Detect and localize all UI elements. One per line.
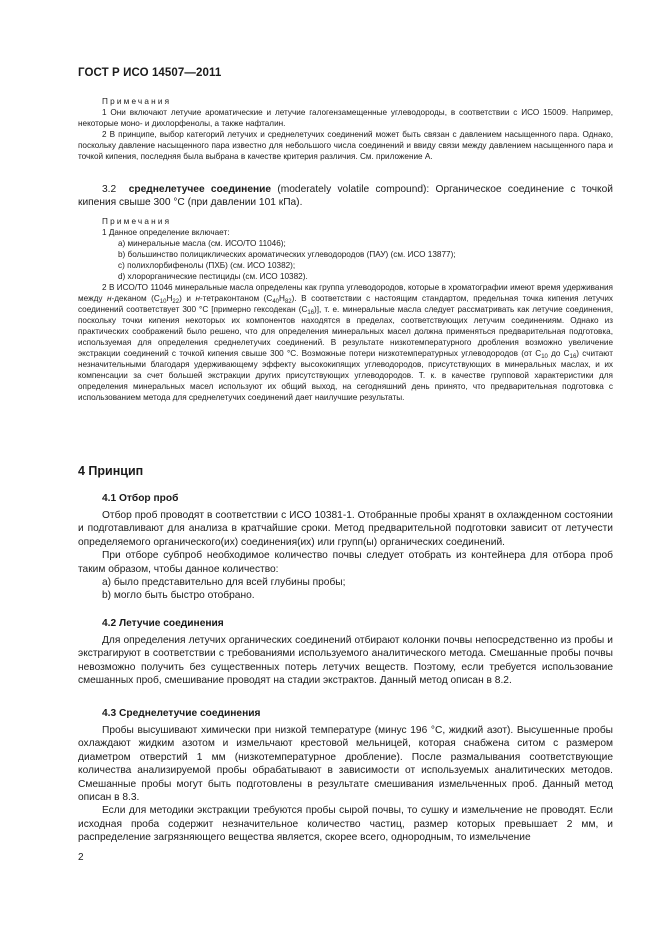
- list-item: c) полихлорбифенолы (ПХБ) (см. ИСО 10382);: [118, 261, 296, 270]
- list-item: a) минеральные масла (см. ИСО/ТО 11046);: [118, 239, 286, 248]
- notes-heading: Примечания: [102, 97, 172, 106]
- document-header: ГОСТ Р ИСО 14507—2011: [78, 67, 222, 79]
- list-item: a) было представительно для всей глубины пробы;: [102, 577, 346, 589]
- subsection-heading-4-2: 4.2 Летучие соединения: [102, 618, 224, 629]
- paragraph: Отбор проб проводят в соответствии с ИСО 10381-1. Отобранные пробы хранят в охлажденном состоянии и подготавливают для анализа в кратчайшие сроки. Метод предварительной подготовки зависит от летучести определяемого органического(их) соединения(их) или групп(ы) органических соединений.: [78, 510, 613, 548]
- subsection-4-3-body: [78, 724, 613, 845]
- notes-heading: Примечания: [102, 217, 172, 226]
- definition-text: (moderately volatile compound): Органическое соединение с точкой кипения свыше 300 °С (при давлении 101 кПа).: [78, 184, 613, 209]
- subsection-4-1-body: [78, 509, 613, 603]
- subsection-heading-4-3: 4.3 Среднелетучие соединения: [102, 708, 261, 719]
- paragraph: При отборе субпроб необходимое количество почвы следует отобрать из контейнера для отбора проб таким образом, чтобы данное количество:: [78, 550, 613, 575]
- paragraph: Если для методики экстракции требуются пробы сырой почвы, то сушку и измельчение не проводят. Если исходная проба содержит незначительное количество частиц, размер которых превышает 2 мм, и распределение загрязняющего вещества является, скорее всего, однородным, то измельчение: [78, 805, 613, 844]
- note-2: 2 В принципе, выбор категорий летучих и среднелетучих соединений может быть связан с давлением насыщенного пара. Однако, поскольку давление насыщенного пара известно для небольшого числа соединений и ввиду связи между давлением насыщенного пара и точкой кипения, последняя была выбрана в качестве критерия различия. См. приложение А.: [78, 130, 613, 161]
- list-item: b) большинство полициклических ароматических углеводородов (ПАУ) (см. ИСО 13877);: [118, 250, 456, 259]
- definition-number: 3.2: [102, 184, 117, 195]
- note-1: 1 Они включают летучие ароматические и летучие галогензамещенные углеводороды, в соответствии с ИСО 15009. Например, некоторые моно- и дихлорфенолы, а также нафталин.: [78, 108, 613, 128]
- notes-block-2: [78, 216, 613, 403]
- list-item: d) хлорорганические пестициды (см. ИСО 10382).: [118, 272, 308, 281]
- subsection-4-2-body: [78, 634, 613, 688]
- list-item: b) могло быть быстро отобрано.: [102, 590, 255, 602]
- note-1: 1 Данное определение включает:: [102, 228, 230, 237]
- paragraph: Для определения летучих органических соединений отбирают колонки почвы непосредственно из пробы и экстрагируют в соответствии с требованиями используемого аналитического метода. Смешанные пробы почвы невозможно получить без существенных потерь летучих веществ. Поэтому, если требуется использование смешанных проб, смешивание проводят на стадии экстрактов. Данный метод описан в 8.2.: [78, 635, 613, 687]
- paragraph: Пробы высушивают химически при низкой температуре (минус 196 °С, жидкий азот). Высушенные пробы охлаждают жидким азотом и измельчают крестовой мельницей, которая снабжена ситом с размером диаметром отверстий 1 мм (низкотемпературное дробление). После размалывания соответствующие количества анализируемой пробы обрабатывают в зависимости от используемых аналитических методов. Смешанные пробы могут быть подготовлены в результате смешивания измельченных проб. Данный метод описан в 8.3.: [78, 725, 613, 804]
- notes-block-1: [78, 96, 613, 162]
- definition-term: среднелетучее соединение: [128, 184, 272, 195]
- note-2: 2 В ИСО/ТО 11046 минеральные масла определены как группа углеводородов, которые в хроматографии имеют время удерживания между н-деканом $(C_{10}H_{22})$ и н-тетраконтаном $(C_{40}H_{82})$. В соответствии с настоящим стандартом, предельная точка кипения летучих соединений соответствует 300 °С [примерно гексодекан $(C_{16})$], т. е. минеральные масла следует рассматривать как летучие соединения, поскольку точки кипения некоторых их компонентов находятся в пределах, соответствующих летучим соединениям. Однако из практических соображений было решено, что для определения минеральных масел должна применяться предварительная подготовка, используемая для определения среднелетучих соединений. В результате низкотемпературного дробления возможно увеличение экстракции соединений с точкой кипения свыше 300 °С. Возможные потери низкотемпературных углеводородов (от $C_{10}$ до $C_{16}$) считают незначительными благодаря удерживающему эффекту высококипящих углеводородов, присутствующих в минеральных маслах, и их компенсации за счет большей экстракции других присутствующих углеводородов. Т. к. в качестве групповой характеристики для определения минеральных масел используют их общий выход, на сегодняшний день принято, что предварительная подготовка с использованием метода для среднелетучих соединений дает наилучшие результаты.: [78, 283, 614, 402]
- page-number: 2: [78, 852, 84, 863]
- definition-3-2: [78, 183, 613, 210]
- section-heading-4: 4 Принцип: [78, 464, 144, 478]
- subsection-heading-4-1: 4.1 Отбор проб: [102, 493, 179, 504]
